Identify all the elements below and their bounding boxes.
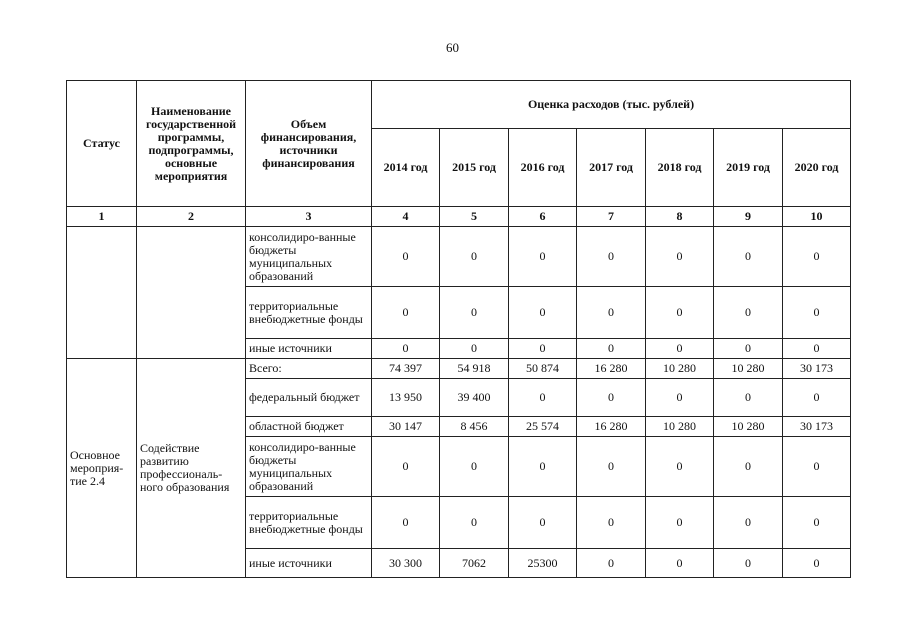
table-row [67,359,851,379]
header-program: Наименование государственной программы, подпрограммы, основные мероприятия [137,81,246,207]
source-label: федеральный бюджет [246,379,372,417]
value-cell: 0 [509,437,577,497]
value-cell: 0 [577,497,646,549]
value-cell: 30 300 [372,549,440,578]
value-cell: 0 [440,287,509,339]
program-cell: Содействие развитию профессиональ-ного образования [137,359,246,578]
value-cell: 74 397 [372,359,440,379]
value-cell: 0 [509,287,577,339]
value-cell: 7062 [440,549,509,578]
value-cell: 0 [783,379,851,417]
value-cell: 0 [509,339,577,359]
value-cell: 0 [577,339,646,359]
header-year: 2016 год [509,129,577,207]
value-cell: 16 280 [577,359,646,379]
value-cell: 0 [372,227,440,287]
column-index: 4 [372,207,440,227]
value-cell: 0 [646,227,714,287]
source-label: территориальные внебюджетные фонды [246,497,372,549]
value-cell: 0 [783,339,851,359]
source-label: консолидиро-ванные бюджеты муниципальных образований [246,227,372,287]
value-cell: 10 280 [646,417,714,437]
value-cell: 16 280 [577,417,646,437]
value-cell: 0 [372,287,440,339]
page-number: 60 [446,40,459,55]
value-cell: 30 173 [783,417,851,437]
value-cell: 0 [783,497,851,549]
value-cell: 0 [783,549,851,578]
column-index: 6 [509,207,577,227]
value-cell: 0 [646,497,714,549]
value-cell: 0 [714,497,783,549]
header-year: 2020 год [783,129,851,207]
header-estimate: Оценка расходов (тыс. рублей) [372,81,851,129]
value-cell: 0 [440,339,509,359]
value-cell: 0 [646,339,714,359]
source-label: иные источники [246,549,372,578]
column-index: 5 [440,207,509,227]
source-label: иные источники [246,339,372,359]
value-cell: 25 574 [509,417,577,437]
value-cell: 0 [509,227,577,287]
value-cell: 0 [646,379,714,417]
value-cell: 0 [714,287,783,339]
value-cell: 8 456 [440,417,509,437]
value-cell: 0 [646,287,714,339]
column-index: 7 [577,207,646,227]
value-cell: 0 [714,549,783,578]
value-cell: 30 147 [372,417,440,437]
program-cell-empty [137,227,246,359]
value-cell: 0 [509,497,577,549]
value-cell: 0 [783,287,851,339]
column-index: 9 [714,207,783,227]
value-cell: 0 [509,379,577,417]
value-cell: 0 [577,437,646,497]
value-cell: 50 874 [509,359,577,379]
header-year: 2015 год [440,129,509,207]
source-label: Всего: [246,359,372,379]
value-cell: 0 [440,437,509,497]
value-cell: 10 280 [714,417,783,437]
header-source: Объем финансирования, источники финансирования [246,81,372,207]
value-cell: 0 [440,227,509,287]
value-cell: 0 [372,339,440,359]
value-cell: 0 [714,227,783,287]
source-label: областной бюджет [246,417,372,437]
value-cell: 0 [372,497,440,549]
value-cell: 30 173 [783,359,851,379]
header-year: 2017 год [577,129,646,207]
value-cell: 0 [714,379,783,417]
value-cell: 0 [577,287,646,339]
column-index: 2 [137,207,246,227]
value-cell: 0 [440,497,509,549]
budget-table [66,80,851,578]
value-cell: 25300 [509,549,577,578]
value-cell: 0 [714,437,783,497]
value-cell: 10 280 [714,359,783,379]
column-index: 3 [246,207,372,227]
value-cell: 0 [577,227,646,287]
status-cell: Основное мероприя-тие 2.4 [67,359,137,578]
source-label: консолидиро-ванные бюджеты муниципальных образований [246,437,372,497]
table-row [67,227,851,287]
value-cell: 0 [783,437,851,497]
value-cell: 54 918 [440,359,509,379]
index-row [67,207,851,227]
value-cell: 10 280 [646,359,714,379]
value-cell: 0 [646,549,714,578]
value-cell: 0 [577,549,646,578]
column-index: 8 [646,207,714,227]
header-status: Статус [67,81,137,207]
header-year: 2018 год [646,129,714,207]
source-label: территориальные внебюджетные фонды [246,287,372,339]
value-cell: 0 [372,437,440,497]
value-cell: 0 [714,339,783,359]
value-cell: 39 400 [440,379,509,417]
column-index: 1 [67,207,137,227]
value-cell: 13 950 [372,379,440,417]
header-year: 2014 год [372,129,440,207]
value-cell: 0 [646,437,714,497]
status-cell-empty [67,227,137,359]
value-cell: 0 [783,227,851,287]
column-index: 10 [783,207,851,227]
value-cell: 0 [577,379,646,417]
header-year: 2019 год [714,129,783,207]
